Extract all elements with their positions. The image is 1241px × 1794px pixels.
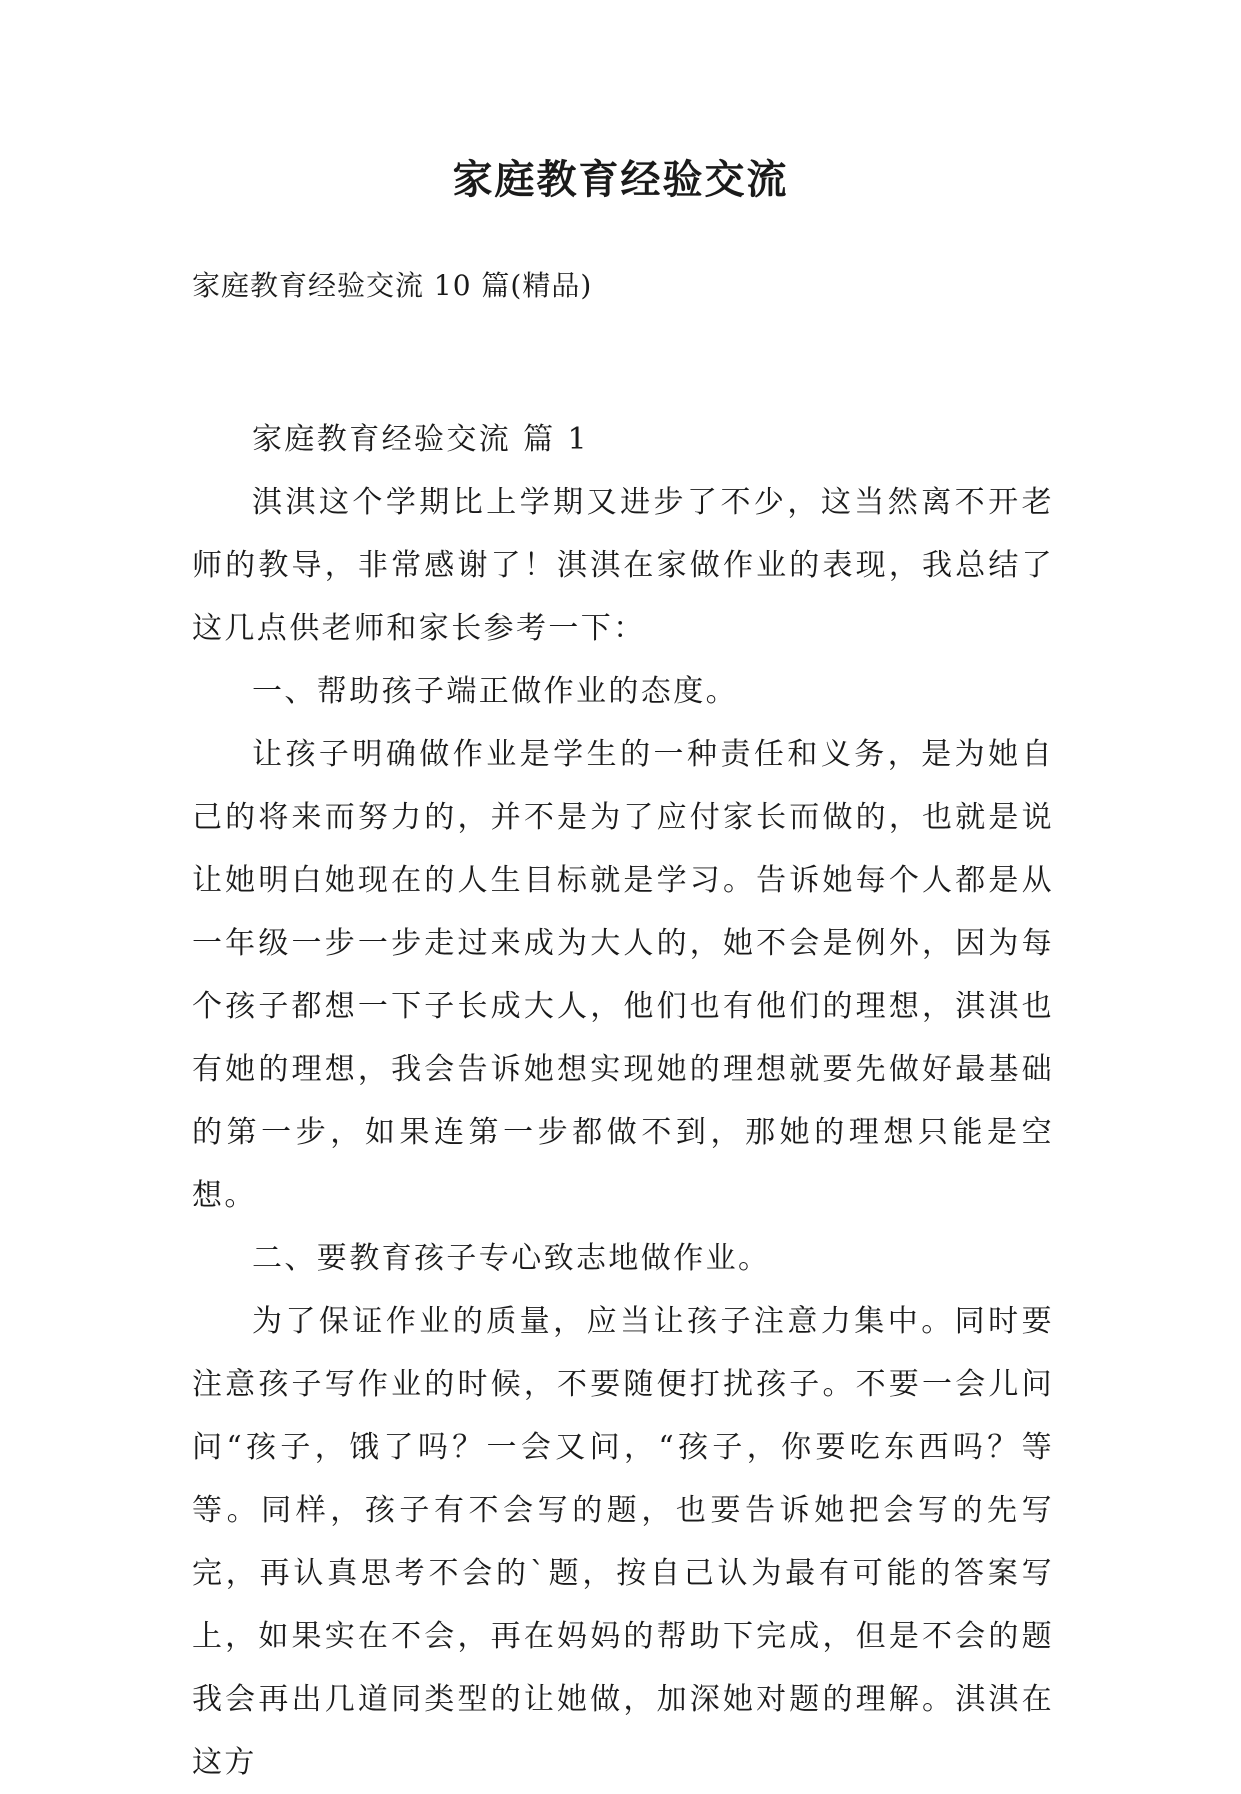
- document-title: 家庭教育经验交流: [452, 156, 789, 203]
- paragraph-point-one: 让孩子明确做作业是学生的一种责任和义务，是为她自己的将来而努力的，并不是为了应付家长而做的，也就是说让她明白她现在的人生目标就是学习。告诉她每个人都是从一年级一步一步走过来成为大人的，她不会是例外，因为每个孩子都想一下子长成大人，他们也有他们的理想，淇淇也有她的理想，我会告诉她想实现她的理想就要先做好最基础的第一步，如果连第一步都做不到，那她的理想只能是空想。: [192, 737, 1054, 1213]
- document-subtitle: 家庭教育经验交流 10 篇(精品): [192, 269, 593, 302]
- document-body: [192, 408, 1054, 1794]
- paragraph-intro: 淇淇这个学期比上学期又进步了不少，这当然离不开老师的教导，非常感谢了！淇淇在家做作业的表现，我总结了这几点供老师和家长参考一下：: [192, 485, 1054, 646]
- section-heading: 家庭教育经验交流 篇 1: [252, 422, 589, 457]
- point-one-heading: 一、帮助孩子端正做作业的态度。: [252, 674, 738, 709]
- point-two-heading: 二、要教育孩子专心致志地做作业。: [252, 1241, 771, 1276]
- paragraph-point-two: 为了保证作业的质量，应当让孩子注意力集中。同时要注意孩子写作业的时候，不要随便打扰孩子。不要一会儿问问“孩子，饿了吗？一会又问，“孩子，你要吃东西吗？等等。同样，孩子有不会写的题，也要告诉她把会写的先写完，再认真思考不会的`题，按自己认为最有可能的答案写上，如果实在不会，再在妈妈的帮助下完成，但是不会的题我会再出几道同类型的让她做，加深她对题的理解。淇淇在这方: [192, 1304, 1054, 1780]
